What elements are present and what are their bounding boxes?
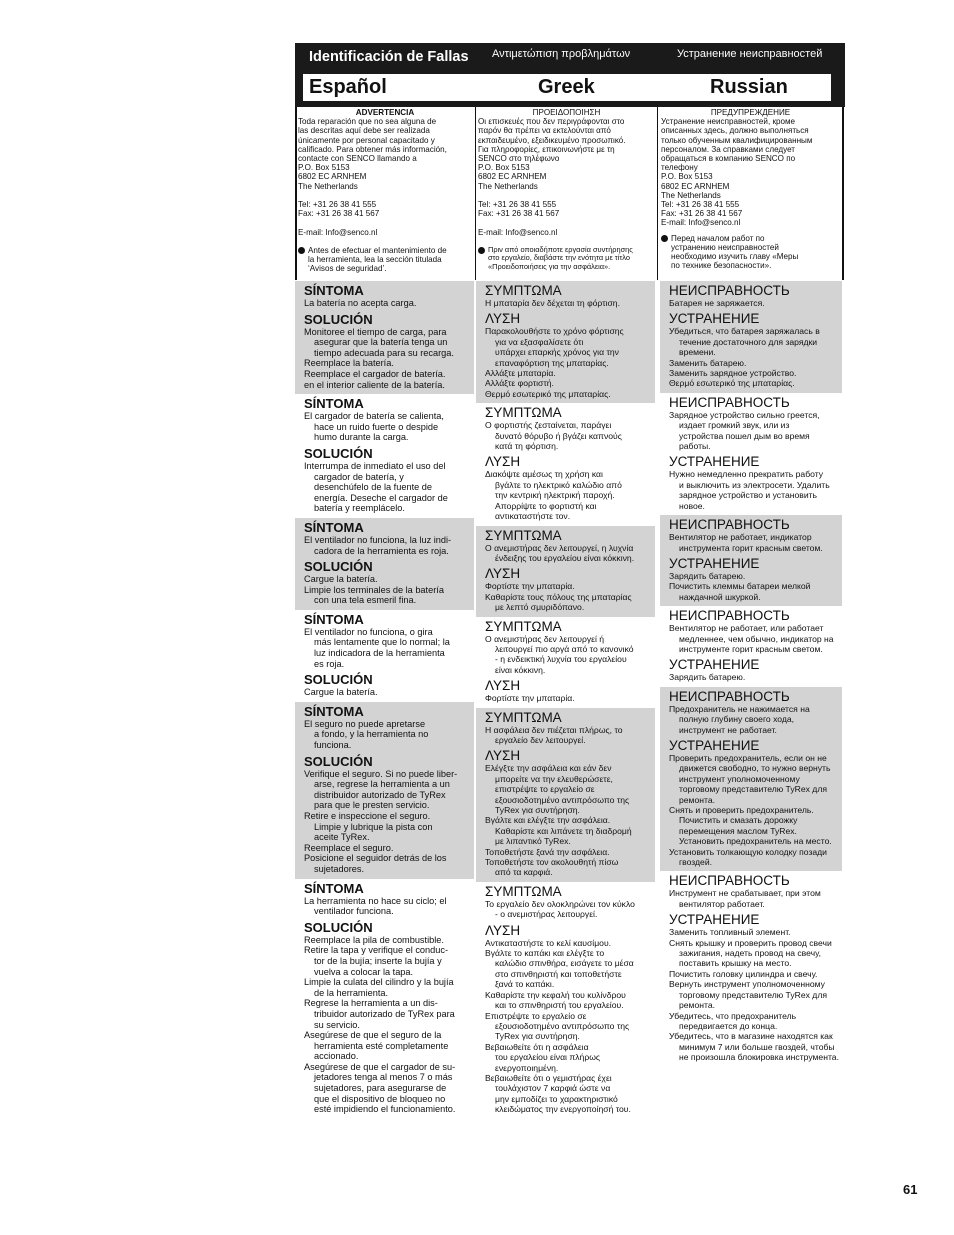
solution-text: перемещения маслом TyRex. <box>679 825 797 836</box>
symptom-heading: ΣΥΜΠΤΩΜΑ <box>485 709 562 725</box>
warning-text: Устранение неисправностей, кроме описанных здесь, должно выполняться только обученным квалифицированным персоналом. За справками следует обращаться в компанию SENCO по телефону P.O. Box 5153 6802 EC ARNHEM The Netherlands Tel: +31 26 38 41 555 Fax: +31 26 38 41 567 E-mail: Info@senco.nl <box>661 117 813 228</box>
solution-text: течение достаточного для зарядки <box>679 336 818 347</box>
solution-text: en el interior caliente de la batería. <box>304 379 445 390</box>
solution-text: поставить крышку на место. <box>679 958 792 969</box>
solution-text: de la herramienta. <box>314 987 389 998</box>
solution-text: con una tela esmeril fina. <box>314 595 417 606</box>
solution-text: καλώδιο σπινθήρα, εισάγετε το μέσα <box>495 958 634 969</box>
solution-text: jetadores tenga al menos 7 o más <box>314 1072 453 1083</box>
solution-text: επιστρέψτε το εργαλείο σε <box>495 784 595 795</box>
solution-text: Βεβαιωθείτε ότι ο γεμιστήρας έχει <box>485 1072 612 1083</box>
spanish-section-title: Identificación de Fallas <box>309 49 469 65</box>
solution-text: Retire e inspeccione el seguro. <box>304 811 431 821</box>
symptom-heading: НЕИСПРАВНОСТЬ <box>669 608 790 624</box>
solution-text: Βγάλτε το καπάκι και ελέγξτε το <box>485 948 605 959</box>
solution-text: Зарядить батарею. <box>669 570 746 581</box>
symptom-text: инструменте горит красным светом. <box>679 643 823 654</box>
solution-heading: ΛΥΣΗ <box>485 678 521 694</box>
solution-text: Установить толкающую колодку позади <box>669 846 827 857</box>
solution-text: Cargue la batería. <box>304 574 378 585</box>
trouble-block <box>660 515 842 606</box>
solution-text: herramienta esté completamente <box>314 1040 449 1051</box>
symptom-text: ένδειξης του εργαλείου είναι κόκκινη. <box>495 552 635 563</box>
symptom-text: El ventilador no funciona, o gira <box>304 626 433 637</box>
trouble-block <box>660 281 842 393</box>
solution-text: ενεργοποιημένη. <box>495 1062 559 1073</box>
symptom-heading: SÍNTOMA <box>304 880 364 896</box>
solution-heading: SOLUCIÓN <box>304 919 373 935</box>
solution-text: времени. <box>679 347 716 358</box>
symptom-text: вентилятор работает. <box>679 898 765 909</box>
solution-text: από τα καρφιά. <box>495 867 553 878</box>
solution-text: Παρακολουθήστε το χρόνο φόρτισης <box>485 326 624 337</box>
solution-text: Снять крышку и проверить провод свечи <box>669 937 832 948</box>
solution-text: Interrumpa de inmediato el uso del <box>304 460 446 471</box>
solution-text: новое. <box>679 500 705 511</box>
solution-text: tiempo adecuada para su recarga. <box>314 347 454 358</box>
symptom-heading: SÍNTOMA <box>304 703 364 719</box>
language-spanish: Español <box>309 76 387 98</box>
warning-greek <box>478 108 655 280</box>
solution-text: επαναφόρτιση της μπαταρίας. <box>495 357 609 368</box>
solution-text: distribuidor autorizado de TyRex <box>314 789 446 800</box>
solution-text: aceite TyRex. <box>314 832 370 843</box>
solution-text: sujetadores, para asegurarse de <box>314 1083 447 1094</box>
symptom-text: Инструмент не срабатывает, при этом <box>669 888 821 899</box>
greek-column <box>476 281 655 1119</box>
trouble-block <box>476 708 655 882</box>
trouble-block <box>295 702 474 879</box>
solution-text: Asegúrese de que el cargador de su- <box>304 1061 456 1072</box>
symptom-text: La batería no acepta carga. <box>304 298 417 308</box>
solution-text: Почистить и смазать дорожку <box>679 815 798 826</box>
symptom-text: a fondo, y la herramienta no <box>314 729 429 740</box>
solution-text: Καθαρίστε την κεφαλή του κυλίνδρου <box>485 989 626 1000</box>
trouble-block <box>476 403 655 525</box>
solution-text: Limpie y lubrique la pista con <box>314 821 433 832</box>
solution-text: para que le presten servicio. <box>314 800 430 811</box>
solution-text: передвигается до конца. <box>679 1020 778 1031</box>
solution-text: τουλάχιστον 7 καρφιά ώστε να <box>495 1083 611 1094</box>
solution-text: и выключить из электросети. Удалить <box>679 479 830 490</box>
solution-text: arse, regrese la herramienta a un <box>314 779 450 790</box>
trouble-block <box>295 281 474 394</box>
solution-heading: ΛΥΣΗ <box>485 311 521 327</box>
solution-text: Θερμό εσωτερικό της μπαταρίας. <box>485 388 611 399</box>
solution-heading: УСТРАНЕНИЕ <box>669 454 760 470</box>
solution-text: Καθαρίστε τους πόλους της μπαταρίας <box>485 591 632 602</box>
warning-heading: ADVERTENCIA <box>355 108 415 117</box>
solution-text: Почистить головку цилиндра и свечу. <box>669 968 818 979</box>
solution-text: Reemplace la batería. <box>304 358 394 369</box>
solution-text: ремонта. <box>679 1000 715 1011</box>
solution-heading: SOLUCIÓN <box>304 753 373 769</box>
solution-text: Αλλάξτε μπαταρία. <box>485 368 556 379</box>
divider <box>657 107 658 280</box>
solution-text: μπορείτε να την ελευθερώσετε, <box>495 773 613 784</box>
greek-section-title: Αντιμετώπιση προβλημάτων <box>492 48 631 60</box>
symptom-heading: ΣΥΜΠΤΩΜΑ <box>485 527 562 543</box>
solution-heading: ΛΥΣΗ <box>485 454 521 470</box>
solution-text: στο σπινθηριστή και τοποθετήστε <box>495 968 622 979</box>
symptom-heading: НЕИСПРАВНОСТЬ <box>669 394 790 410</box>
symptom-text: - ο ανεμιστήρας λειτουργεί. <box>495 909 598 920</box>
trouble-block <box>295 518 474 610</box>
trouble-block <box>660 606 842 687</box>
symptom-text: es roja. <box>314 658 345 669</box>
solution-heading: УСТРАНЕНИЕ <box>669 737 760 753</box>
symptom-text: La herramienta no hace su ciclo; el <box>304 895 447 906</box>
solution-heading: SOLUCIÓN <box>304 672 373 688</box>
russian-section-title: Устранение неисправностей <box>677 48 823 60</box>
solution-text: υπάρχει επαρκής χρόνος για την <box>495 347 619 358</box>
solution-text: Почистить клеммы батареи мелкой <box>669 581 811 592</box>
warning-bullet <box>478 246 655 272</box>
solution-heading: ΛΥΣΗ <box>485 566 521 582</box>
solution-heading: SOLUCIÓN <box>304 445 373 461</box>
trouble-block <box>295 879 474 1119</box>
solution-text: και το σπινθηριστή του εργαλείου. <box>495 1000 624 1011</box>
trouble-block <box>476 281 655 403</box>
solution-text: Διακόψτε αμέσως τη χρήση και <box>485 469 603 480</box>
solution-text: Θερμό εσωτερικό της μπαταρίας. <box>669 378 795 389</box>
trouble-block <box>476 617 655 708</box>
solution-text: vuelva a colocar la tapa. <box>314 966 414 977</box>
warning-bullet-text: Antes de efectuar el mantenimiento de la herramienta, lea la sección titulada ‘Avisos de seguridad’. <box>308 245 447 274</box>
solution-text: Φορτίστε την μπαταρία. <box>485 581 575 592</box>
warning-spanish <box>298 108 472 280</box>
solution-text: Установить предохранитель на место. <box>679 836 832 847</box>
solution-text: su servicio. <box>314 1019 360 1030</box>
russian-column <box>660 281 842 1067</box>
solution-text: με λεπτό σμυριδόπανο. <box>495 602 585 613</box>
bullet-icon <box>478 247 485 254</box>
symptom-text: инструмент не работает. <box>679 724 777 735</box>
symptom-text: Батарея не заряжается. <box>669 298 765 308</box>
solution-text: TyRex για συντήρηση. <box>495 805 580 815</box>
warning-text: Οι επισκευές που δεν περιγράφονται στο παρόν θα πρέπει να εκτελούνται από εκπαιδευμένο, εξειδικευμένο προσωπικό. Για πληροφορίες, επικοινωνήστε με τη SENCO στο τηλέφωνο P.O. Box 5153 6802 EC ARNHEM The Netherlands Tel: +31 26 38 41 555 Fax: +31 26 38 41 567 E-mail: Info@senco.nl <box>478 117 626 237</box>
solution-text: εξουσιοδοτημένο αντιπρόσωπο της <box>495 1020 630 1031</box>
solution-text: με λιπαντικό TyRex. <box>495 836 571 847</box>
solution-text: Απορρίψτε το φορτιστή και <box>495 500 597 511</box>
divider <box>295 107 297 280</box>
solution-heading: УСТРАНЕНИЕ <box>669 555 760 571</box>
divider <box>842 107 844 280</box>
solution-text: ξανά το καπάκι. <box>495 979 555 990</box>
solution-text: Убедиться, что батарея заряжалась в <box>669 326 820 337</box>
solution-text: Καθαρίστε και λιπάνετε τη διαδρομή <box>495 825 632 836</box>
solution-text: Reemplace el seguro. <box>304 842 394 853</box>
symptom-heading: SÍNTOMA <box>304 611 364 627</box>
symptom-heading: НЕИСПРАВНОСТЬ <box>669 688 790 704</box>
symptom-heading: ΣΥΜΠΤΩΜΑ <box>485 283 562 298</box>
solution-text: Ελέγξτε την ασφάλεια και εάν δεν <box>485 763 612 774</box>
symptom-text: humo durante la carga. <box>314 432 409 443</box>
solution-text: Posicione el seguidor detrás de los <box>304 853 447 864</box>
language-greek: Greek <box>538 76 595 98</box>
symptom-text: полную глубину своего хода, <box>679 714 795 725</box>
solution-text: наждачной шкуркой. <box>679 591 761 602</box>
solution-text: esté impidiendo el funcionamiento. <box>314 1104 456 1115</box>
solution-text: Φορτίστε την μπαταρία. <box>485 693 575 704</box>
symptom-text: Зарядное устройство сильно греется, <box>669 409 820 420</box>
solution-text: tor de la bujía; inserte la bujía y <box>314 955 442 966</box>
warning-heading: ПРЕДУПРЕЖДЕНИЕ <box>710 108 791 117</box>
symptom-text: hace un ruido fuerte o despide <box>314 421 439 432</box>
solution-text: Τοποθετήστε τον ακολουθητή πίσω <box>485 857 619 868</box>
symptom-text: El cargador de batería se calienta, <box>304 411 444 422</box>
symptom-heading: ΣΥΜΠΤΩΜΑ <box>485 405 562 421</box>
symptom-text: инструмента горит красным светом. <box>679 542 823 553</box>
solution-heading: ΛΥΣΗ <box>485 748 521 764</box>
solution-text: торговому представителю TyRex для <box>679 989 827 1000</box>
solution-text: Убедитесь, что предохранитель <box>669 1010 797 1021</box>
solution-text: asegurar que la batería tenga un <box>314 337 448 348</box>
solution-text: Убедитесь, что в магазине находятся как <box>669 1031 833 1042</box>
solution-text: Τοποθετήστε ξανά την ασφάλεια. <box>485 846 610 857</box>
solution-heading: ΛΥΣΗ <box>485 922 521 938</box>
solution-text: гвоздей. <box>679 857 713 868</box>
solution-heading: УСТРАНЕНИЕ <box>669 311 760 327</box>
solution-text: Проверить предохранитель, если он не <box>669 752 827 763</box>
language-box <box>303 74 831 101</box>
solution-heading: SOLUCIÓN <box>304 311 373 327</box>
solution-text: Cargue la batería. <box>304 687 378 698</box>
trouble-block <box>476 882 655 1119</box>
symptom-text: Предохранитель не нажимается на <box>669 703 810 714</box>
solution-text: Asegúrese de que el seguro de la <box>304 1030 442 1041</box>
symptom-text: είναι κόκκινη. <box>495 664 546 675</box>
trouble-block <box>660 687 842 872</box>
page-number: 61 <box>903 1182 918 1197</box>
solution-text: Monitoree el tiempo de carga, para <box>304 326 447 337</box>
trouble-block <box>295 394 474 518</box>
symptom-text: más lentamente que lo normal; la <box>314 637 450 648</box>
trouble-block <box>476 526 655 617</box>
warning-bullet <box>661 234 840 271</box>
solution-text: cargador de batería, y <box>314 471 404 482</box>
solution-text: Verifique el seguro. Si no puede liber- <box>304 768 458 779</box>
warning-bullet-text: Перед началом работ по устранению неисправностей необходимо изучить главу «Меры по технике безопасности». <box>671 233 799 271</box>
symptom-text: Η μπαταρία δεν δέχεται τη φόρτιση. <box>485 298 620 308</box>
solution-text: Заменить зарядное устройство. <box>669 368 797 379</box>
solution-text: του εργαλείου είναι πλήρως <box>495 1052 601 1063</box>
solution-text: инструмент уполномоченному <box>679 773 800 784</box>
solution-text: Limpie los terminales de la batería <box>304 584 444 595</box>
solution-heading: SOLUCIÓN <box>304 559 373 575</box>
solution-text: βγάλτε το ηλεκτρικό καλώδιο από <box>495 479 622 490</box>
solution-text: зажигания, надеть провод на свечу, <box>679 948 821 959</box>
symptom-heading: ΣΥΜΠΤΩΜΑ <box>485 618 562 634</box>
solution-text: για να εξασφαλίσετε ότι <box>495 336 584 347</box>
symptom-text: медленнее, чем обычно, индикатор на <box>679 633 834 644</box>
solution-text: accionado. <box>314 1051 359 1062</box>
header-band <box>295 43 845 107</box>
solution-text: не произошла блокировка инструмента. <box>679 1052 839 1063</box>
solution-text: торговому представителю TyRex для <box>679 784 827 795</box>
symptom-heading: НЕИСПРАВНОСТЬ <box>669 873 790 889</box>
trouble-block <box>295 610 474 702</box>
symptom-text: Ο φορτιστής ζεσταίνεται, παράγει <box>485 420 612 431</box>
symptom-text: λειτουργεί πιο αργά από το κανονικό <box>495 643 634 654</box>
symptom-text: Η ασφάλεια δεν πιέζεται πλήρως, το <box>485 724 623 735</box>
solution-text: Нужно немедленно прекратить работу <box>669 469 824 480</box>
symptom-heading: SÍNTOMA <box>304 283 364 298</box>
symptom-text: издает громкий звук, или из <box>679 420 790 431</box>
symptom-heading: SÍNTOMA <box>304 396 364 412</box>
solution-text: Βεβαιωθείτε ότι η ασφάλεια <box>485 1041 589 1052</box>
solution-text: Βγάλτε και ελέγξτε την ασφάλεια. <box>485 815 611 826</box>
solution-text: Αντικαταστήστε το κελί καυσίμου. <box>485 937 612 948</box>
solution-text: que el dispositivo de bloqueo no <box>314 1093 446 1104</box>
solution-text: Reemplace el cargador de batería. <box>304 368 446 379</box>
solution-text: Заменить батарею. <box>669 357 747 368</box>
solution-text: την κεντρική ηλεκτρική παροχή. <box>495 490 615 501</box>
spanish-column <box>295 281 474 1119</box>
solution-text: зарядное устройство и установить <box>679 490 818 501</box>
solution-text: Limpie la culata del cilindro y la bujía <box>304 977 454 988</box>
symptom-text: luz indicadora de la herramienta <box>314 648 445 659</box>
solution-text: αντικαταστήστε τον. <box>495 511 571 522</box>
solution-text: κλειδώματος την ενεργοποίησή του. <box>495 1104 631 1115</box>
symptom-text: устройства пошел дым во время <box>679 430 810 441</box>
symptom-text: - η ενδεικτική λυχνία του εργαλείου <box>495 654 627 665</box>
symptom-text: El seguro no puede apretarse <box>304 718 426 729</box>
symptom-text: Ο ανεμιστήρας δεν λειτουργεί, η λυχνία <box>485 542 634 553</box>
solution-heading: УСТРАНЕНИЕ <box>669 657 760 673</box>
solution-text: Επιστρέψτε το εργαλείο σε <box>485 1010 587 1021</box>
bullet-icon <box>298 247 305 254</box>
solution-text: TyRex για συντήρηση. <box>495 1031 580 1042</box>
symptom-text: Το εργαλείο δεν ολοκληρώνει τον κύκλο <box>485 898 635 909</box>
solution-text: Reemplace la pila de combustible. <box>304 934 444 945</box>
language-russian: Russian <box>710 76 788 98</box>
symptom-text: cadora de la herramienta es roja. <box>314 545 449 556</box>
solution-text: Αλλάξτε φορτιστή. <box>485 378 554 389</box>
symptom-heading: НЕИСПРАВНОСТЬ <box>669 517 790 533</box>
warning-bullet <box>298 246 472 274</box>
trouble-block <box>660 393 842 515</box>
warning-bullet-text: Πριν από οποιαδήποτε εργασία συντήρησης στο εργαλείο, διαβάστε την ενότητα με τίτλο «Προειδοποιήσεις για την ασφάλεια». <box>488 244 633 272</box>
solution-heading: УСТРАНЕНИЕ <box>669 912 760 928</box>
solution-text: Вернуть инструмент уполномоченному <box>669 979 825 990</box>
symptom-text: Вентилятор не работает, индикатор <box>669 532 812 543</box>
symptom-text: Ο ανεμιστήρας δεν λειτουργεί ή <box>485 633 605 644</box>
warning-text: Toda reparación que no sea alguna de las descritas aquí debe ser realizada únicamente por personal capacitado y calificado. Para obtener más información, contacte con SENCO llamando a P.O. Box 5153 6802 EC ARNHEM The Netherlands Tel: +31 26 38 41 555 Fax: +31 26 38 41 567 E-mail: Info@senco.nl <box>298 117 447 237</box>
solution-text: batería y reemplácelo. <box>314 503 405 514</box>
solution-text: tribuidor autorizado de TyRex para <box>314 1008 455 1019</box>
solution-text: движется свободно, то нужно вернуть <box>679 763 831 774</box>
trouble-block <box>660 871 842 1066</box>
symptom-text: εργαλείο δεν λειτουργεί. <box>495 734 586 745</box>
warning-russian <box>661 108 840 280</box>
symptom-text: δυνατό θόρυβο ή βγάζει καπνούς <box>495 430 622 441</box>
symptom-text: funciona. <box>314 740 352 751</box>
solution-text: Зарядить батарею. <box>669 672 746 683</box>
bullet-icon <box>661 235 668 242</box>
symptom-text: работы. <box>679 441 711 452</box>
symptom-text: ventilador funciona. <box>314 906 394 917</box>
solution-text: energía. Deseche el cargador de <box>314 492 448 503</box>
symptom-heading: ΣΥΜΠΤΩΜΑ <box>485 883 562 899</box>
solution-text: минимум 7 или больше гвоздей, чтобы <box>679 1041 835 1052</box>
symptom-heading: SÍNTOMA <box>304 519 364 535</box>
solution-text: Заменить топливный элемент. <box>669 927 791 938</box>
solution-text: sujetadores. <box>314 863 365 874</box>
solution-text: μην εμποδίζει το χαρακτηριστικό <box>495 1093 618 1104</box>
symptom-heading: НЕИСПРАВНОСТЬ <box>669 283 790 298</box>
solution-text: Regrese la herramienta a un dis- <box>304 998 438 1009</box>
solution-text: εξουσιοδοτημένο αντιπρόσωπο της <box>495 794 630 805</box>
symptom-text: El ventilador no funciona, la luz indi- <box>304 534 452 545</box>
solution-text: Снять и проверить предохранитель. <box>669 805 814 815</box>
solution-text: Retire la tapa y verifique el conduc- <box>304 945 449 956</box>
divider <box>475 107 476 280</box>
symptom-text: Вентилятор не работает, или работает <box>669 623 824 634</box>
symptom-text: κατά τη φόρτιση. <box>495 441 559 452</box>
solution-text: desenchúfelo de la fuente de <box>314 482 433 493</box>
solution-text: ремонта. <box>679 794 715 805</box>
warning-heading: ΠΡΟΕΙΔΟΠΟΙΗΣΗ <box>532 108 601 117</box>
